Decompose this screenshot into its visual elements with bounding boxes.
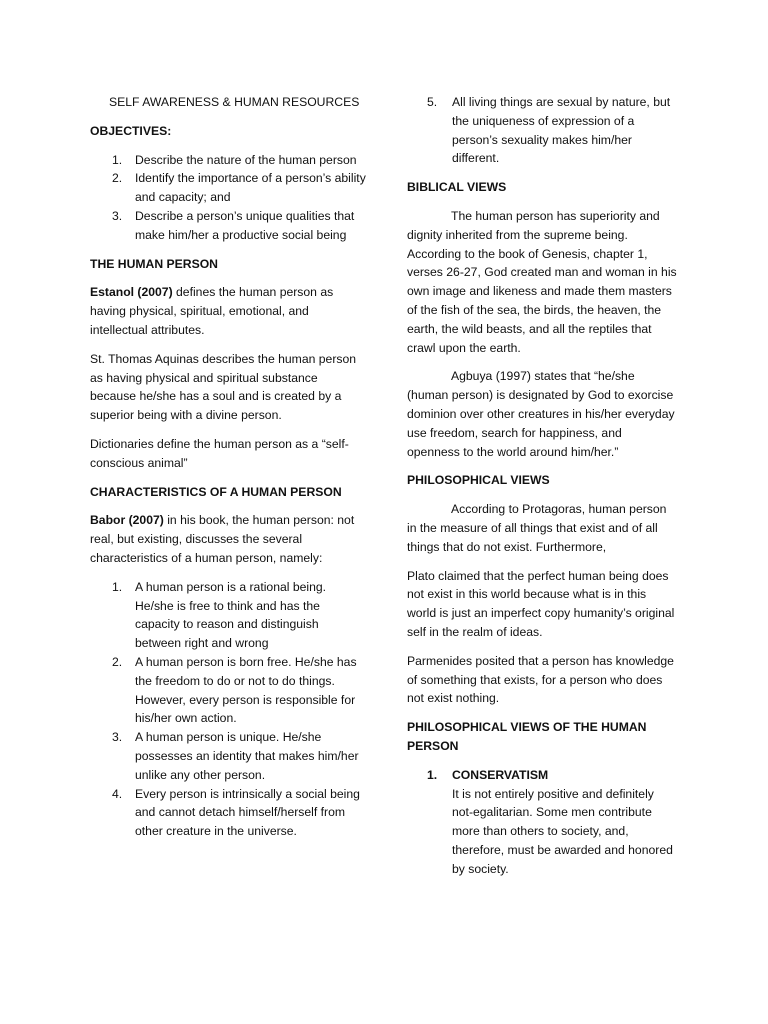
conservatism-text: It is not entirely positive and definitely not-egalitarian. Some men contribute more than others to society, and, therefore, must be awarded and honored by society. [452, 786, 673, 876]
list-number: 2. [112, 654, 123, 669]
list-item-text: A human person is unique. He/she possesses an identity that makes him/her unlike any other person. [135, 730, 359, 782]
dictionaries-paragraph: Dictionaries define the human person as a “self-conscious animal” [90, 436, 349, 470]
estanol-paragraph [90, 283, 366, 339]
list-number: 1. [112, 579, 123, 594]
plato-paragraph: Plato claimed that the perfect human being does not exist in this world because what is in this world is just an imperfect copy humanity’s original self in the realm of ideas. [407, 568, 675, 639]
list-item [90, 151, 366, 170]
list-item [90, 578, 366, 653]
list-item-text: Identify the importance of a person’s ability and capacity; and [135, 171, 366, 205]
list-number: 2. [112, 171, 123, 186]
characteristics-heading: CHARACTERISTICS OF A HUMAN PERSON [90, 484, 342, 499]
list-item [90, 728, 366, 784]
babor-citation: Babor (2007) [90, 513, 164, 528]
left-column [90, 93, 366, 851]
list-item-text: Describe the nature of the human person [135, 152, 357, 167]
philosophical-views-human-heading: PHILOSOPHICAL VIEWS OF THE HUMAN PERSON [407, 720, 647, 753]
list-item-text: All living things are sexual by nature, but the uniqueness of expression of a person’s sexuality makes him/her different. [452, 95, 671, 166]
list-item-text: A human person is born free. He/she has the freedom to do or not to do things. However, every person is responsible for his/her own action. [135, 654, 357, 726]
biblical-paragraph-2: Agbuya (1997) states that “he/she (human person) is designated by God to exorcise dominion over other creatures in his/her everyday use freedom, search for happiness, and openness to the world around him/her.” [407, 369, 675, 459]
list-number: 1. [427, 767, 438, 782]
list-number: 5. [427, 95, 438, 109]
right-column [407, 93, 677, 888]
estanol-text: defines the human person as having physical, spiritual, emotional, and intellectual attributes. [90, 285, 334, 337]
philosophical-views-heading: PHILOSOPHICAL VIEWS [407, 473, 550, 488]
babor-text: in his book, the human person: not real, but existing, discusses the several characteristics of a human person, namely: [90, 513, 355, 565]
parmenides-paragraph: Parmenides posited that a person has knowledge of something that exists, for a person who does not exist nothing. [407, 653, 674, 706]
list-item [90, 785, 366, 841]
list-number: 3. [112, 730, 123, 745]
conservatism-title: CONSERVATISM [452, 767, 549, 782]
characteristics-list-continued [407, 93, 677, 168]
biblical-paragraph-1: The human person has superiority and dignity inherited from the supreme being. According to the book of Genesis, chapter 1, verses 26-27, God created man and woman in his own image and likeness and made them masters of the fish of the sea, the birds, the heaven, the earth, the wild beasts, and all the reptiles that crawl upon the earth. [407, 208, 677, 355]
aquinas-paragraph: St. Thomas Aquinas describes the human person as having physical and spiritual substance because he/she has a soul and is created by a superior being with a divine person. [90, 351, 357, 423]
human-person-heading: THE HUMAN PERSON [90, 256, 218, 271]
list-item [90, 653, 366, 728]
list-item [407, 766, 677, 879]
list-item-text: Describe a person’s unique qualities that make him/her a productive social being [135, 208, 355, 242]
list-number: 3. [112, 208, 123, 223]
list-item [90, 169, 366, 207]
list-item [407, 93, 677, 168]
list-item-text: Every person is intrinsically a social being and cannot detach himself/herself from other creature in the universe. [135, 786, 360, 839]
list-item-text: A human person is a rational being. He/she is free to think and has the capacity to reason and distinguish between right and wrong [135, 579, 327, 651]
biblical-views-heading: BIBLICAL VIEWS [407, 180, 507, 195]
objectives-list [90, 151, 366, 245]
babor-paragraph [90, 511, 366, 567]
protagoras-paragraph: According to Protagoras, human person in the measure of all things that exist and of all things that do not exist. Furthermore, [407, 502, 667, 554]
list-number: 4. [112, 786, 123, 801]
objectives-heading: OBJECTIVES: [90, 123, 172, 138]
estanol-citation: Estanol (2007) [90, 285, 173, 300]
list-number: 1. [112, 152, 123, 167]
list-item [90, 207, 366, 245]
document-title: SELF AWARENESS & HUMAN RESOURCES [109, 95, 360, 109]
philosophical-views-list [407, 766, 677, 879]
characteristics-list [90, 578, 366, 841]
